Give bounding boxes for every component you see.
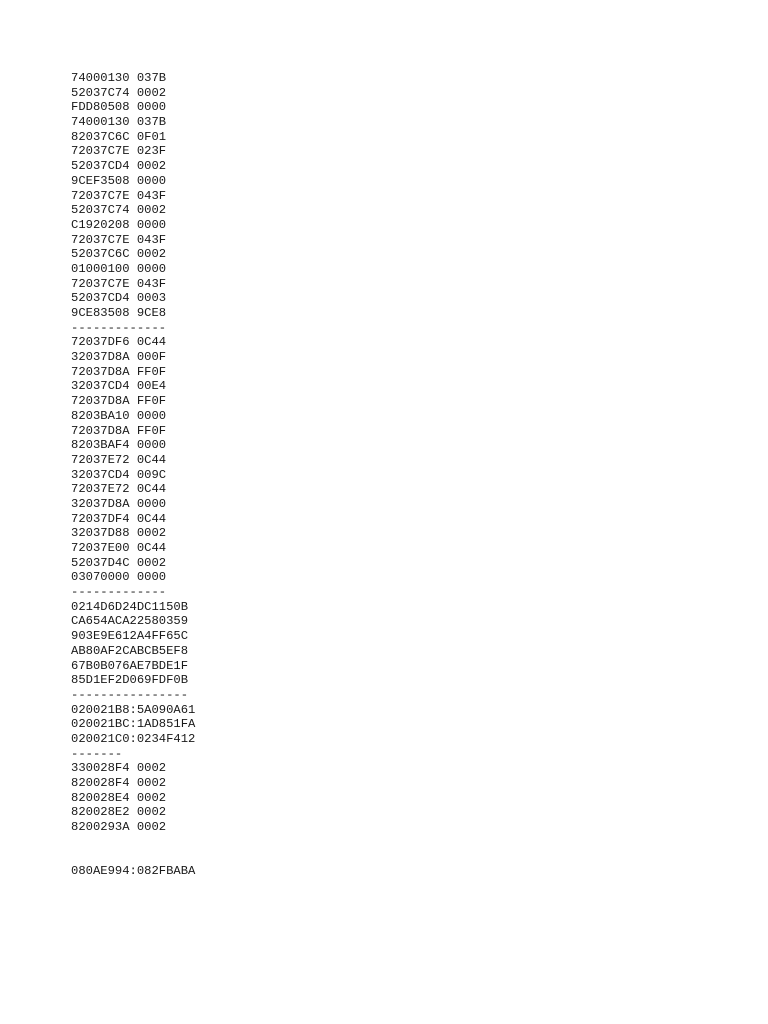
- code-line: 72037E00 0C44: [71, 541, 167, 555]
- code-line: 330028F4 0002: [71, 761, 167, 776]
- code-line: 32037CD4 009C: [71, 467, 167, 482]
- code-line: 72037C7E 043F: [71, 232, 167, 247]
- code-block-3: [71, 600, 195, 688]
- separator-line: -------------: [71, 320, 167, 335]
- separator-line: -------------: [71, 585, 167, 600]
- code-line: 72037DF4 0C44: [71, 511, 167, 526]
- code-line: 52037D4C 0002: [71, 555, 167, 570]
- code-line: CA654ACA22580359: [71, 614, 189, 629]
- code-line: AB80AF2CABCB5EF8: [71, 643, 189, 658]
- code-line: 8203BA10 0000: [71, 408, 167, 423]
- code-line: 72037C7E 043F: [71, 276, 167, 291]
- code-line: 903E9E612A4FF65C: [71, 629, 189, 644]
- code-block-5: [71, 761, 195, 834]
- code-line: 72037DF6 0C44: [71, 335, 167, 350]
- code-line: 52037C74 0002: [71, 203, 167, 218]
- code-line: C1920208 0000: [71, 217, 167, 232]
- code-line: 820028E2 0002: [71, 805, 167, 820]
- code-block-4: [71, 703, 195, 747]
- code-line: 72037E72 0C44: [71, 452, 167, 467]
- code-line: 52037C6C 0002: [71, 247, 167, 262]
- code-line: 72037D8A FF0F: [71, 423, 167, 438]
- code-listing: [71, 71, 195, 879]
- code-line: 820028F4 0002: [71, 776, 167, 790]
- code-line: 0214D6D24DC1150B: [71, 599, 189, 614]
- code-line: 020021C0:0234F412: [71, 731, 196, 746]
- code-block-1: [71, 71, 195, 321]
- code-line: 52037CD4 0003: [71, 291, 167, 306]
- code-line: 020021BC:1AD851FA: [71, 717, 196, 732]
- code-line: 52037CD4 0002: [71, 159, 167, 174]
- code-line: 52037C74 0002: [71, 85, 167, 100]
- code-line: 74000130 037B: [71, 71, 167, 85]
- code-line: 01000100 0000: [71, 261, 167, 276]
- code-line: 82037C6C 0F01: [71, 129, 167, 144]
- code-line: 67B0B076AE7BDE1F: [71, 658, 189, 673]
- code-block-2: [71, 335, 195, 585]
- code-line: 8200293A 0002: [71, 820, 167, 835]
- code-line: 020021B8:5A090A61: [71, 702, 196, 717]
- code-line: 72037E72 0C44: [71, 482, 167, 497]
- code-line: FDD80508 0000: [71, 100, 167, 115]
- code-line: 32037D8A 000F: [71, 350, 167, 365]
- code-line: 85D1EF2D069FDF0B: [71, 673, 189, 688]
- blank-line: [71, 835, 195, 850]
- final-code-line: 080AE994:082FBABA: [71, 864, 196, 879]
- code-line: 72037D8A FF0F: [71, 364, 167, 379]
- code-line: 03070000 0000: [71, 570, 167, 585]
- separator-line: -------: [71, 746, 123, 761]
- code-line: 32037D8A 0000: [71, 496, 167, 511]
- code-line: 9CE83508 9CE8: [71, 306, 167, 320]
- code-line: 9CEF3508 0000: [71, 173, 167, 188]
- code-line: 820028E4 0002: [71, 790, 167, 805]
- separator-line: ----------------: [71, 687, 189, 702]
- code-line: 72037D8A FF0F: [71, 394, 167, 409]
- code-line: 72037C7E 043F: [71, 188, 167, 203]
- code-line: 32037CD4 00E4: [71, 379, 167, 394]
- code-line: 8203BAF4 0000: [71, 438, 167, 453]
- blank-line: [71, 849, 195, 864]
- code-line: 32037D88 0002: [71, 526, 167, 541]
- code-line: 72037C7E 023F: [71, 144, 167, 159]
- code-line: 74000130 037B: [71, 115, 167, 130]
